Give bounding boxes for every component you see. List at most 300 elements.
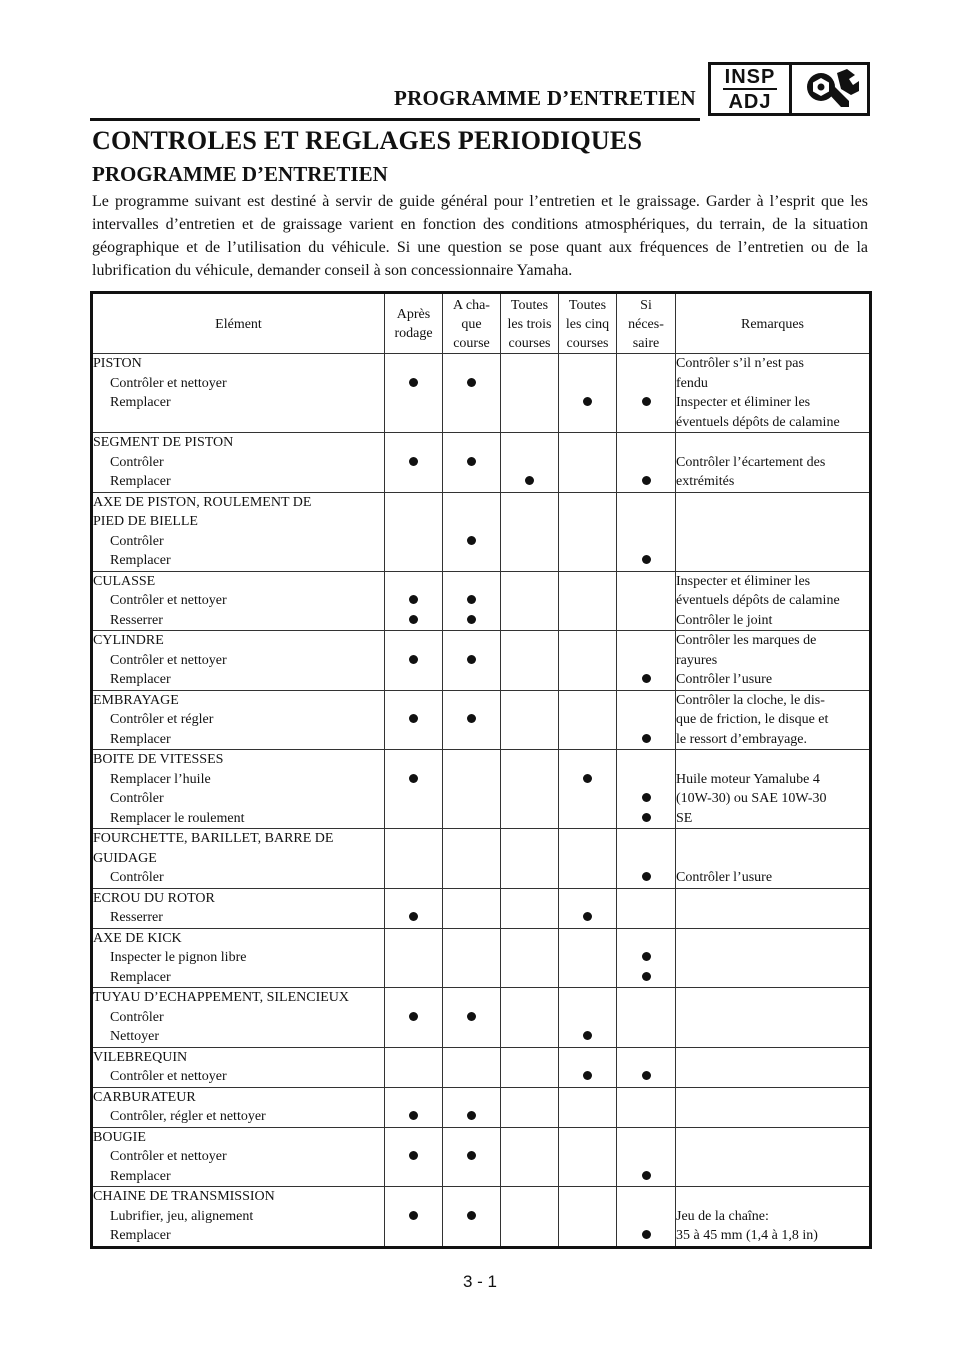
mark-line: [385, 809, 442, 829]
element-cell: [92, 492, 385, 571]
table-row: [92, 988, 871, 1048]
mark-line: [617, 868, 675, 888]
column-header-line: saire: [632, 335, 660, 351]
spacer-line: [617, 849, 675, 869]
mark-line: [385, 551, 442, 571]
table-row: [92, 492, 871, 571]
spacer-line: [501, 829, 558, 849]
mark-line: [559, 1008, 616, 1028]
interval-cell-chaque-course: [443, 1187, 501, 1248]
column-header-si-necessaire: [617, 293, 676, 354]
spacer-line: [385, 354, 442, 374]
remarks-cell: [676, 433, 871, 493]
spacer-line: [559, 750, 616, 770]
mark-line: [617, 453, 675, 473]
mark-line: [501, 393, 558, 413]
spacer-line: [385, 750, 442, 770]
mark-line: [385, 868, 442, 888]
page-header: [90, 62, 870, 118]
bullet-mark-icon: [467, 1151, 476, 1160]
interval-cell-si-necessaire: [617, 928, 676, 988]
mark-line: [385, 730, 442, 750]
bullet-mark-icon: [642, 952, 651, 961]
spacer-line: [559, 631, 616, 651]
spacer-line: [501, 1048, 558, 1068]
interval-cell-cinq-courses: [559, 690, 617, 750]
mark-line: [501, 770, 558, 790]
spacer-line: [385, 1088, 442, 1108]
bullet-mark-icon: [642, 734, 651, 743]
spacer-line: [617, 929, 675, 949]
mark-line: [559, 472, 616, 492]
element-cell: [92, 1127, 385, 1187]
mark-line: [559, 868, 616, 888]
element-name: PISTON: [93, 356, 142, 371]
spacer-line: [559, 929, 616, 949]
mark-line: [617, 472, 675, 492]
bullet-mark-icon: [409, 714, 418, 723]
table-row: [92, 1087, 871, 1127]
element-name: BOUGIE: [93, 1129, 146, 1145]
interval-cell-apres-rodage: [385, 571, 443, 631]
interval-cell-apres-rodage: [385, 1127, 443, 1187]
spacer-line: [385, 1187, 442, 1207]
bullet-mark-icon: [583, 1071, 592, 1080]
remark-text: Contrôler l’usure: [676, 870, 773, 885]
element-operation: Resserrer: [110, 910, 163, 925]
element-name: CYLINDRE: [93, 633, 164, 648]
spacer-line: [501, 433, 558, 453]
spacer-line: [443, 1048, 500, 1068]
bullet-mark-icon: [467, 595, 476, 604]
mark-line: [385, 611, 442, 631]
interval-cell-cinq-courses: [559, 928, 617, 988]
interval-cell-apres-rodage: [385, 433, 443, 493]
mark-line: [501, 1207, 558, 1227]
interval-cell-si-necessaire: [617, 988, 676, 1048]
mark-line: [385, 1027, 442, 1047]
spacer-line: [501, 1187, 558, 1207]
element-operation: Lubrifier, jeu, alignement: [110, 1208, 254, 1224]
column-header-line: Elément: [215, 316, 262, 332]
mark-line: [559, 1067, 616, 1087]
column-header-line: course: [453, 335, 490, 351]
spacer-line: [617, 691, 675, 711]
interval-cell-trois-courses: [501, 433, 559, 493]
element-operation: Contrôler et nettoyer: [110, 375, 227, 391]
mark-line: [617, 968, 675, 988]
remark-text: Contrôler l’écartement des: [676, 454, 826, 470]
bullet-mark-icon: [409, 615, 418, 624]
badge-bottom-text: ADJ: [728, 90, 772, 113]
mark-line: [385, 789, 442, 809]
spacer-line: [676, 1187, 869, 1207]
column-header-line: que: [461, 316, 482, 332]
bullet-mark-icon: [642, 1230, 651, 1239]
mark-line: [559, 1226, 616, 1246]
mark-line: [559, 1107, 616, 1127]
mark-line: [443, 1008, 500, 1028]
bullet-mark-icon: [409, 774, 418, 783]
bullet-mark-icon: [409, 378, 418, 387]
bullet-mark-icon: [525, 476, 534, 485]
element-operation: Contrôler: [110, 1009, 164, 1025]
remarks-cell: [676, 631, 871, 691]
remark-text: Inspecter et éliminer les: [676, 573, 811, 589]
spacer-line: [559, 1088, 616, 1108]
element-name: GUIDAGE: [93, 850, 157, 866]
spacer-line: [501, 493, 558, 513]
interval-cell-si-necessaire: [617, 354, 676, 433]
interval-cell-cinq-courses: [559, 571, 617, 631]
mark-line: [501, 551, 558, 571]
interval-cell-chaque-course: [443, 928, 501, 988]
spacer-line: [617, 1048, 675, 1068]
interval-cell-apres-rodage: [385, 829, 443, 889]
mark-line: [559, 1027, 616, 1047]
interval-cell-cinq-courses: [559, 492, 617, 571]
spacer-line: [501, 1088, 558, 1108]
interval-cell-cinq-courses: [559, 888, 617, 928]
interval-cell-trois-courses: [501, 1187, 559, 1248]
remark-text: extrémités: [676, 474, 735, 489]
spacer-line: [443, 433, 500, 453]
bullet-mark-icon: [583, 912, 592, 921]
remark-text: éventuels dépôts de calamine: [676, 593, 840, 608]
remarks-cell: [676, 750, 871, 829]
remarks-cell: [676, 571, 871, 631]
remarks-cell: [676, 1047, 871, 1087]
element-operation: Contrôler: [110, 791, 164, 806]
mark-line: [501, 908, 558, 928]
element-name: TUYAU D’ECHAPPEMENT, SILENCIEUX: [93, 990, 350, 1005]
spacer-line: [559, 829, 616, 849]
remarks-cell: [676, 354, 871, 433]
mark-line: [617, 809, 675, 829]
interval-cell-chaque-course: [443, 988, 501, 1048]
mark-line: [385, 374, 442, 394]
spacer-line: [443, 631, 500, 651]
spacer-line: [501, 1128, 558, 1148]
interval-cell-apres-rodage: [385, 1047, 443, 1087]
interval-cell-chaque-course: [443, 571, 501, 631]
remark-text: éventuels dépôts de calamine: [676, 414, 840, 430]
spacer-line: [676, 433, 869, 453]
bullet-mark-icon: [642, 793, 651, 802]
remark-text: le ressort d’embrayage.: [676, 731, 807, 747]
interval-cell-si-necessaire: [617, 1047, 676, 1087]
spacer-line: [617, 354, 675, 374]
wrench-icon: [792, 65, 867, 113]
remark-text: Contrôler s’il n’est pas: [676, 356, 804, 371]
element-cell: [92, 1187, 385, 1248]
spacer-line: [559, 572, 616, 592]
element-operation: Remplacer: [110, 395, 171, 410]
spacer-line: [443, 1128, 500, 1148]
remark-text: Contrôler les marques de: [676, 633, 817, 648]
table-row: [92, 1187, 871, 1248]
interval-cell-apres-rodage: [385, 690, 443, 750]
remark-text: Huile moteur Yamalube 4: [676, 771, 820, 787]
spacer-line: [443, 354, 500, 374]
mark-line: [443, 532, 500, 552]
element-name: SEGMENT DE PISTON: [93, 435, 234, 450]
mark-line: [559, 591, 616, 611]
remark-text: Jeu de la chaîne:: [676, 1208, 769, 1224]
mark-line: [385, 453, 442, 473]
mark-line: [501, 809, 558, 829]
mark-line: [443, 770, 500, 790]
interval-cell-chaque-course: [443, 631, 501, 691]
interval-cell-chaque-course: [443, 1047, 501, 1087]
mark-line: [501, 710, 558, 730]
remark-text: Contrôler l’usure: [676, 672, 773, 687]
page-number: 3 - 1: [462, 1272, 498, 1291]
spacer-line: [617, 1088, 675, 1108]
mark-line: [617, 1167, 675, 1187]
remarks-cell: [676, 1127, 871, 1187]
spacer-line: [443, 889, 500, 909]
interval-cell-trois-courses: [501, 988, 559, 1048]
remarks-cell: [676, 988, 871, 1048]
spacer-line: [443, 512, 500, 532]
mark-line: [385, 591, 442, 611]
interval-cell-apres-rodage: [385, 354, 443, 433]
element-name: VILEBREQUIN: [93, 1049, 188, 1065]
element-operation: Nettoyer: [110, 1029, 159, 1044]
mark-line: [501, 868, 558, 888]
mark-line: [617, 1226, 675, 1246]
table-row: [92, 1127, 871, 1187]
mark-line: [385, 670, 442, 690]
mark-line: [501, 374, 558, 394]
element-name: CHAINE DE TRANSMISSION: [93, 1189, 275, 1204]
bullet-mark-icon: [642, 1071, 651, 1080]
mark-line: [443, 868, 500, 888]
bullet-mark-icon: [583, 397, 592, 406]
remark-text: Contrôler le joint: [676, 612, 773, 628]
spacer-line: [559, 691, 616, 711]
mark-line: [617, 1147, 675, 1167]
mark-line: [617, 670, 675, 690]
column-header-line: courses: [508, 335, 551, 351]
table-row: [92, 631, 871, 691]
mark-line: [617, 611, 675, 631]
spacer-line: [617, 889, 675, 909]
spacer-line: [385, 929, 442, 949]
interval-cell-si-necessaire: [617, 888, 676, 928]
element-cell: [92, 928, 385, 988]
column-header-remarques: [676, 293, 871, 354]
element-operation: Resserrer: [110, 612, 163, 628]
spacer-line: [501, 889, 558, 909]
interval-cell-chaque-course: [443, 433, 501, 493]
table-header-row: [92, 293, 871, 354]
bullet-mark-icon: [642, 674, 651, 683]
interval-cell-trois-courses: [501, 1047, 559, 1087]
spacer-line: [501, 929, 558, 949]
mark-line: [559, 789, 616, 809]
interval-cell-si-necessaire: [617, 492, 676, 571]
bullet-mark-icon: [642, 813, 651, 822]
spacer-line: [559, 1128, 616, 1148]
mark-line: [443, 374, 500, 394]
column-header-line: A cha-: [453, 297, 490, 313]
column-header-line: néces-: [628, 316, 664, 332]
spacer-line: [676, 849, 869, 869]
mark-line: [501, 968, 558, 988]
interval-cell-cinq-courses: [559, 1127, 617, 1187]
remark-text: (10W-30) ou SAE 10W-30: [676, 791, 827, 806]
interval-cell-chaque-course: [443, 750, 501, 829]
bullet-mark-icon: [642, 872, 651, 881]
spacer-line: [559, 512, 616, 532]
mark-line: [501, 532, 558, 552]
mark-line: [617, 1027, 675, 1047]
element-name: CARBURATEUR: [93, 1089, 196, 1105]
table-row: [92, 928, 871, 988]
badge-top-text: INSP: [724, 65, 776, 88]
bullet-mark-icon: [467, 1111, 476, 1120]
mark-line: [385, 1008, 442, 1028]
column-header-cinq-courses: [559, 293, 617, 354]
mark-line: [385, 651, 442, 671]
bullet-mark-icon: [642, 476, 651, 485]
mark-line: [559, 651, 616, 671]
interval-cell-trois-courses: [501, 928, 559, 988]
spacer-line: [617, 750, 675, 770]
element-operation: Remplacer le roulement: [110, 810, 245, 826]
mark-line: [617, 1008, 675, 1028]
mark-line: [617, 908, 675, 928]
spacer-line: [443, 829, 500, 849]
spacer-line: [617, 829, 675, 849]
mark-line: [385, 472, 442, 492]
element-cell: [92, 888, 385, 928]
mark-line: [443, 453, 500, 473]
mark-line: [617, 1067, 675, 1087]
element-name: ECROU DU ROTOR: [93, 890, 215, 906]
bullet-mark-icon: [583, 1031, 592, 1040]
interval-cell-trois-courses: [501, 750, 559, 829]
mark-line: [501, 670, 558, 690]
mark-line: [443, 611, 500, 631]
mark-line: [617, 770, 675, 790]
column-header-line: Toutes: [568, 297, 607, 313]
spacer-line: [617, 572, 675, 592]
spacer-line: [559, 1048, 616, 1068]
interval-cell-si-necessaire: [617, 1127, 676, 1187]
bullet-mark-icon: [467, 1211, 476, 1220]
interval-cell-si-necessaire: [617, 1187, 676, 1248]
mark-line: [385, 1107, 442, 1127]
table-row: [92, 888, 871, 928]
interval-cell-si-necessaire: [617, 631, 676, 691]
element-operation: Contrôler et régler: [110, 712, 214, 727]
interval-cell-trois-courses: [501, 829, 559, 889]
element-operation: Contrôler et nettoyer: [110, 1069, 227, 1084]
mark-line: [501, 651, 558, 671]
spacer-line: [559, 889, 616, 909]
remark-text: Inspecter et éliminer les: [676, 395, 811, 410]
mark-line: [617, 393, 675, 413]
remarks-cell: [676, 690, 871, 750]
element-cell: [92, 571, 385, 631]
mark-line: [501, 1107, 558, 1127]
mark-line: [443, 472, 500, 492]
mark-line: [443, 1226, 500, 1246]
spacer-line: [385, 691, 442, 711]
bullet-mark-icon: [467, 615, 476, 624]
spacer-line: [559, 354, 616, 374]
spacer-line: [385, 433, 442, 453]
spacer-line: [501, 572, 558, 592]
maintenance-table: [90, 291, 872, 1249]
interval-cell-cinq-courses: [559, 433, 617, 493]
interval-cell-apres-rodage: [385, 888, 443, 928]
remarks-cell: [676, 888, 871, 928]
element-name: CULASSE: [93, 573, 156, 589]
bullet-mark-icon: [467, 378, 476, 387]
mark-line: [501, 472, 558, 492]
spacer-line: [501, 750, 558, 770]
element-name: BOITE DE VITESSES: [93, 752, 224, 767]
mark-line: [385, 1067, 442, 1087]
bullet-mark-icon: [409, 912, 418, 921]
bullet-mark-icon: [409, 595, 418, 604]
element-name: EMBRAYAGE: [93, 692, 179, 708]
bullet-mark-icon: [642, 555, 651, 564]
mark-line: [501, 1027, 558, 1047]
remark-text: rayures: [676, 652, 718, 668]
mark-line: [443, 393, 500, 413]
spacer-line: [501, 849, 558, 869]
table-row: [92, 354, 871, 433]
mark-line: [559, 532, 616, 552]
column-header-chaque-course: [443, 293, 501, 354]
interval-cell-trois-courses: [501, 1087, 559, 1127]
mark-line: [385, 393, 442, 413]
mark-line: [385, 532, 442, 552]
bullet-mark-icon: [467, 1012, 476, 1021]
remark-text: fendu: [676, 375, 708, 391]
column-header-line: rodage: [394, 326, 433, 341]
mark-line: [559, 730, 616, 750]
mark-line: [559, 670, 616, 690]
mark-line: [501, 591, 558, 611]
interval-cell-cinq-courses: [559, 1187, 617, 1248]
column-header-line: Remarques: [741, 316, 804, 332]
mark-line: [443, 730, 500, 750]
mark-line: [443, 551, 500, 571]
interval-cell-chaque-course: [443, 354, 501, 433]
mark-line: [385, 770, 442, 790]
interval-cell-si-necessaire: [617, 1087, 676, 1127]
mark-line: [559, 1147, 616, 1167]
insp-adj-label: [711, 65, 792, 113]
spacer-line: [501, 988, 558, 1008]
interval-cell-si-necessaire: [617, 750, 676, 829]
element-operation: Contrôler: [110, 870, 164, 885]
spacer-line: [559, 988, 616, 1008]
element-operation: Remplacer: [110, 731, 171, 747]
remarks-cell: [676, 1187, 871, 1248]
element-cell: [92, 829, 385, 889]
spacer-line: [443, 849, 500, 869]
spacer-line: [501, 631, 558, 651]
element-cell: [92, 354, 385, 433]
mark-line: [385, 948, 442, 968]
